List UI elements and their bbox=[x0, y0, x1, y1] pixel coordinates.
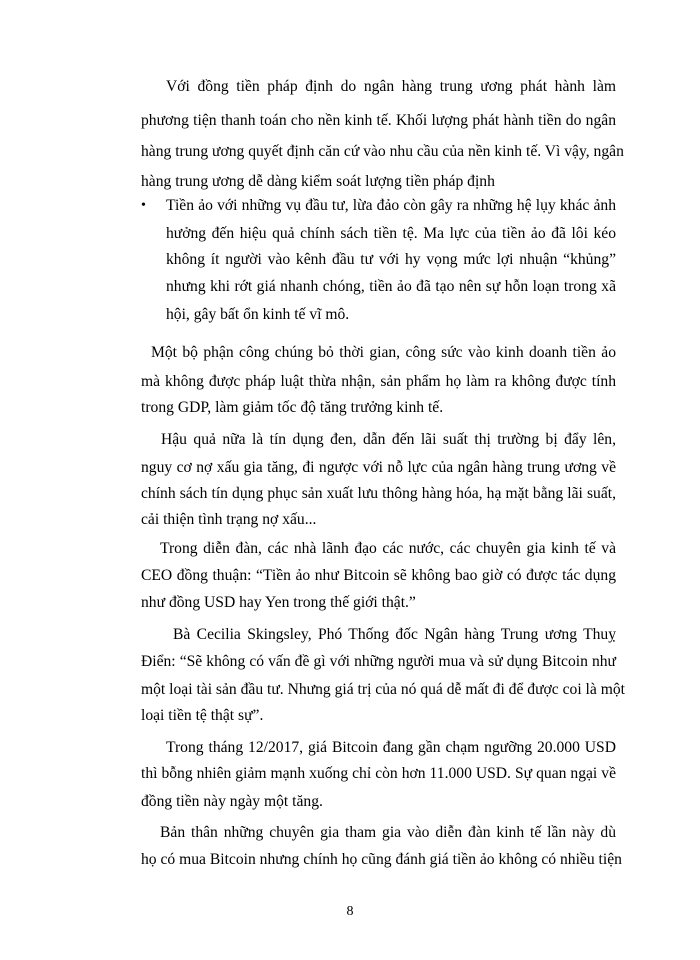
bullet-line: Tiền ảo với những vụ đầu tư, lừa đảo còn gây ra những hệ lụy khác ảnh bbox=[166, 197, 616, 214]
paragraph-line: như đồng USD hay Yen trong thế giới thật.” bbox=[141, 594, 416, 611]
paragraph-line: mà không được pháp luật thừa nhận, sản phẩm họ làm ra không được tính bbox=[141, 373, 616, 390]
page-number: 8 bbox=[346, 904, 354, 919]
bullet-line: hội, gây bất ổn kinh tế vĩ mô. bbox=[166, 306, 350, 323]
paragraph-line: Trong tháng 12/2017, giá Bitcoin đang gần chạm ngưỡng 20.000 USD bbox=[166, 739, 616, 756]
paragraph-line: Trong diễn đàn, các nhà lãnh đạo các nước, các chuyên gia kinh tế và bbox=[160, 540, 616, 557]
bullet-line: nhưng khi rớt giá nhanh chóng, tiền ảo đã tạo nên sự hỗn loạn trong xã bbox=[166, 278, 616, 295]
paragraph-line: Với đồng tiền pháp định do ngân hàng trung ương phát hành làm bbox=[166, 78, 616, 95]
paragraph-line: cải thiện tình trạng nợ xấu... bbox=[141, 511, 317, 528]
paragraph-line: Một bộ phận công chúng bỏ thời gian, công sức vào kinh doanh tiền ảo bbox=[151, 344, 616, 361]
paragraph-line: chính sách tín dụng phục sản xuất lưu thông hàng hóa, hạ mặt bằng lãi suất, bbox=[141, 485, 616, 502]
paragraph-line: trong GDP, làm giảm tốc độ tăng trưởng kinh tế. bbox=[141, 399, 444, 416]
paragraph-line: loại tiền tệ thật sự”. bbox=[141, 707, 264, 724]
paragraph-line: Điển: “Sẽ không có vấn đề gì với những người mua và sử dụng Bitcoin như bbox=[141, 653, 616, 670]
bullet-line: hưởng đến hiệu quả chính sách tiền tệ. Ma lực của tiền ảo đã lôi kéo bbox=[166, 225, 616, 242]
paragraph-line: hàng trung ương quyết định căn cứ vào nhu cầu của nền kinh tế. Vì vậy, ngân bbox=[141, 143, 624, 160]
paragraph-line: Bà Cecilia Skingsley, Phó Thống đốc Ngân hàng Trung ương Thuỵ bbox=[173, 626, 616, 643]
paragraph-line: thì bỗng nhiên giảm mạnh xuống chỉ còn hơn 11.000 USD. Sự quan ngại về bbox=[141, 765, 616, 782]
paragraph-line: Bản thân những chuyên gia tham gia vào diễn đàn kinh tế lần này dù bbox=[160, 824, 616, 841]
bullet-line: không ít người vào kênh đầu tư với hy vọng mức lợi nhuận “khủng” bbox=[166, 251, 616, 268]
paragraph-line: nguy cơ nợ xấu gia tăng, đi ngược với nỗ lực của ngân hàng trung ương về bbox=[141, 459, 616, 476]
paragraph-line: hàng trung ương dễ dàng kiểm soát lượng tiền pháp định bbox=[141, 173, 495, 190]
paragraph-line: Hậu quả nữa là tín dụng đen, dẫn đến lãi suất thị trường bị đẩy lên, bbox=[161, 431, 616, 448]
paragraph-line: đồng tiền này ngày một tăng. bbox=[141, 793, 323, 810]
paragraph-line: một loại tài sản đầu tư. Nhưng giá trị của nó quá dễ mất đi để được coi là một bbox=[141, 681, 625, 698]
paragraph-line: họ có mua Bitcoin nhưng chính họ cũng đánh giá tiền ảo không có nhiều tiện bbox=[141, 851, 622, 868]
bullet-icon: • bbox=[141, 198, 146, 213]
paragraph-line: phương tiện thanh toán cho nền kinh tế. Khối lượng phát hành tiền do ngân bbox=[141, 112, 616, 129]
paragraph-line: CEO đồng thuận: “Tiền ảo như Bitcoin sẽ không bao giờ có được tác dụng bbox=[141, 567, 616, 584]
